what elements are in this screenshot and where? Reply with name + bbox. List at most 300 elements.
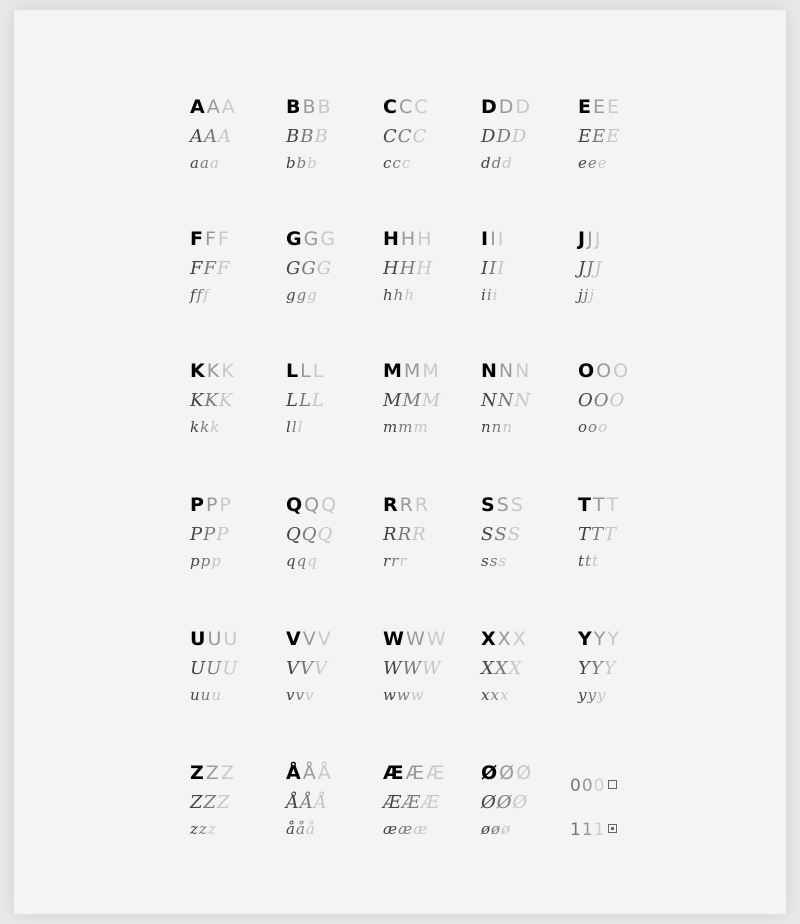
cursive-capital: C [383, 126, 397, 147]
cursive-lowercase-faint: m [413, 418, 428, 436]
letter-cell [190, 630, 282, 740]
cursive-lowercase-trace: c [392, 154, 401, 172]
cursive-lowercase-faint: b [307, 154, 317, 172]
cursive-capital-row [578, 392, 624, 410]
print-letter-faint: U [223, 628, 238, 650]
print-row [578, 230, 600, 249]
cursive-capital: E [578, 126, 592, 147]
cursive-lowercase: x [481, 686, 490, 704]
cursive-capital-row [383, 260, 432, 278]
print-row [286, 362, 323, 381]
print-row [481, 630, 526, 649]
cursive-capital: H [383, 258, 399, 279]
cursive-capital-faint: Q [317, 524, 333, 545]
print-letter-trace: D [498, 96, 514, 118]
cursive-lowercase-row [578, 156, 607, 171]
cursive-lowercase-row [578, 554, 598, 569]
print-letter-trace: T [592, 494, 605, 516]
cursive-capital-trace: V [300, 658, 313, 679]
cursive-capital: S [481, 524, 494, 545]
cursive-capital-row [190, 128, 231, 146]
cursive-capital-trace: W [402, 658, 422, 679]
print-letter-faint: P [219, 494, 231, 516]
cursive-capital-trace: I [489, 258, 497, 279]
print-letter: A [190, 96, 205, 118]
print-letter: H [383, 228, 399, 250]
cursive-lowercase: v [286, 686, 295, 704]
cursive-lowercase-faint: l [297, 418, 303, 436]
print-letter-trace: G [303, 228, 319, 250]
cursive-lowercase-trace: n [491, 418, 502, 436]
cursive-capital-faint: Å [314, 792, 327, 813]
print-letter-faint: R [414, 494, 429, 516]
cursive-lowercase-faint: q [307, 552, 317, 570]
square-dot-icon [608, 824, 617, 833]
cursive-lowercase-trace: a [199, 154, 209, 172]
cursive-capital-faint: O [609, 390, 625, 411]
print-row [190, 230, 229, 249]
cursive-capital-faint: B [314, 126, 328, 147]
print-letter-trace: I [490, 228, 496, 250]
print-letter: L [286, 360, 299, 382]
cursive-lowercase-row [383, 156, 410, 171]
cursive-capital: P [190, 524, 203, 545]
print-letter-faint: M [422, 360, 439, 382]
cursive-capital-faint: X [508, 658, 522, 679]
cursive-capital-faint: R [412, 524, 426, 545]
cursive-capital-row [481, 128, 526, 146]
cursive-capital-faint: Z [217, 792, 230, 813]
print-letter-faint: Æ [426, 762, 445, 784]
cursive-capital-trace: U [206, 658, 222, 679]
cursive-capital-faint: I [497, 258, 505, 279]
letter-cell [286, 362, 378, 472]
letter-cell [383, 630, 475, 740]
print-letter: Æ [383, 762, 404, 784]
cursive-lowercase-faint: x [499, 686, 509, 704]
cursive-capital-trace: A [204, 126, 217, 147]
cursive-capital-faint: Ø [512, 792, 528, 813]
cursive-capital-faint: H [416, 258, 433, 279]
cursive-lowercase-faint: e [597, 154, 607, 172]
digit-faint: 1 [593, 820, 605, 840]
cursive-lowercase-row [481, 420, 512, 435]
cursive-lowercase-row [286, 554, 317, 569]
print-letter-faint: J [594, 228, 601, 250]
letter-cell [578, 496, 670, 606]
print-row [481, 230, 503, 249]
cursive-lowercase-trace: w [396, 686, 410, 704]
letter-cell [383, 98, 475, 208]
cursive-capital-row [286, 392, 324, 410]
print-row [286, 764, 331, 783]
cursive-lowercase: l [286, 418, 291, 436]
cursive-lowercase: g [286, 286, 296, 304]
cursive-capital: N [481, 390, 497, 411]
cursive-lowercase: ø [481, 820, 491, 838]
cursive-capital: U [190, 658, 206, 679]
cursive-capital: G [286, 258, 301, 279]
cursive-lowercase: j [578, 286, 583, 304]
letter-cell [286, 98, 378, 208]
cursive-capital-trace: O [593, 390, 609, 411]
cursive-capital-row [481, 660, 521, 678]
cursive-capital-trace: J [586, 258, 594, 279]
cursive-lowercase-trace: x [490, 686, 499, 704]
number-row-0 [570, 778, 617, 795]
cursive-lowercase: d [481, 154, 491, 172]
print-letter: W [383, 628, 404, 650]
cursive-lowercase-faint: k [210, 418, 220, 436]
print-letter-trace: U [207, 628, 222, 650]
print-letter-faint: Ø [516, 762, 532, 784]
letter-cell [190, 98, 282, 208]
cursive-capital-row [190, 794, 230, 812]
print-row [383, 630, 446, 649]
print-letter-faint: N [515, 360, 530, 382]
cursive-lowercase-trace: l [291, 418, 297, 436]
print-letter-trace: Ø [499, 762, 515, 784]
cursive-lowercase: z [190, 820, 198, 838]
letter-cell [383, 362, 475, 472]
cursive-lowercase-faint: g [307, 286, 317, 304]
cursive-lowercase-faint: r [399, 552, 407, 570]
print-letter-trace: X [497, 628, 511, 650]
print-letter: R [383, 494, 398, 516]
print-row [578, 630, 619, 649]
print-letter-trace: Y [593, 628, 606, 650]
print-row [286, 98, 331, 117]
letter-cell [190, 496, 282, 606]
cursive-capital-row [481, 794, 527, 812]
print-letter-faint: H [417, 228, 432, 250]
cursive-capital-trace: B [300, 126, 314, 147]
cursive-capital: Ø [481, 792, 496, 813]
cursive-capital: X [481, 658, 494, 679]
cursive-lowercase-row [383, 420, 428, 435]
print-letter-trace: V [302, 628, 316, 650]
cursive-lowercase-row [578, 420, 607, 435]
cursive-lowercase-trace: y [587, 686, 596, 704]
print-letter-trace: S [496, 494, 509, 516]
print-row [286, 630, 331, 649]
print-letter-trace: B [302, 96, 316, 118]
print-row [190, 98, 235, 117]
print-row [383, 98, 428, 117]
letter-cell [190, 764, 282, 874]
print-letter-faint: O [613, 360, 629, 382]
letter-cell [481, 98, 573, 208]
cursive-lowercase-faint: s [498, 552, 507, 570]
print-letter: V [286, 628, 301, 650]
cursive-lowercase-row [286, 288, 317, 303]
worksheet-page [14, 10, 786, 914]
digit: 1 [570, 820, 581, 840]
cursive-capital-faint: A [218, 126, 231, 147]
cursive-lowercase-faint: n [502, 418, 513, 436]
cursive-lowercase-row [383, 288, 414, 303]
cursive-lowercase: u [190, 686, 200, 704]
cursive-lowercase-trace: v [295, 686, 304, 704]
cursive-capital-trace: K [204, 390, 218, 411]
cursive-lowercase-faint: p [211, 552, 221, 570]
print-letter: Z [190, 762, 204, 784]
print-row [481, 496, 523, 515]
print-letter: I [481, 228, 489, 250]
print-row [190, 362, 234, 381]
print-letter-faint: C [414, 96, 428, 118]
letter-cell [578, 98, 670, 208]
print-row [481, 764, 531, 783]
cursive-lowercase: e [578, 154, 587, 172]
cursive-lowercase-row [190, 822, 216, 837]
print-row [481, 362, 529, 381]
print-letter: O [578, 360, 595, 382]
print-letter-faint: A [221, 96, 235, 118]
cursive-capital-faint: M [421, 390, 441, 411]
print-letter: N [481, 360, 497, 382]
print-letter: X [481, 628, 496, 650]
cursive-lowercase-trace: j [583, 286, 589, 304]
cursive-lowercase-row [190, 688, 221, 703]
cursive-lowercase-trace: e [587, 154, 597, 172]
digit: 0 [570, 776, 581, 796]
cursive-lowercase-faint: v [304, 686, 314, 704]
letter-cell [286, 496, 378, 606]
cursive-capital: I [481, 258, 489, 279]
cursive-lowercase-trace: æ [398, 820, 413, 838]
cursive-capital-trace: P [203, 524, 216, 545]
print-row [383, 496, 428, 515]
cursive-lowercase-row [481, 288, 497, 303]
cursive-lowercase-faint: f [203, 286, 209, 304]
cursive-capital-faint: V [314, 658, 327, 679]
cursive-lowercase-row [286, 420, 302, 435]
print-row [578, 362, 628, 381]
print-letter: C [383, 96, 397, 118]
cursive-capital-row [578, 660, 616, 678]
cursive-capital-row [190, 260, 230, 278]
print-letter-trace: J [587, 228, 593, 250]
print-letter: E [578, 96, 591, 118]
cursive-capital-trace: Æ [402, 792, 421, 813]
cursive-lowercase-faint: z [207, 820, 216, 838]
print-letter: G [286, 228, 302, 250]
print-letter-trace: L [300, 360, 311, 382]
cursive-capital-trace: L [298, 390, 311, 411]
cursive-lowercase: n [481, 418, 491, 436]
cursive-capital-trace: Å [300, 792, 313, 813]
cursive-capital-trace: X [494, 658, 508, 679]
cursive-capital-row [481, 392, 530, 410]
letter-cell [286, 630, 378, 740]
print-letter: Ø [481, 762, 498, 784]
cursive-capital-trace: R [397, 524, 412, 545]
cursive-capital: Å [286, 792, 299, 813]
cursive-capital-faint: U [222, 658, 238, 679]
cursive-capital-trace: G [301, 258, 316, 279]
letter-cell [481, 764, 573, 874]
print-row [578, 98, 619, 117]
cursive-lowercase: m [383, 418, 398, 436]
print-letter-faint: E [607, 96, 620, 118]
cursive-lowercase-trace: u [200, 686, 211, 704]
cursive-capital: A [190, 126, 203, 147]
print-letter-trace: P [205, 494, 218, 516]
cursive-capital-row [383, 660, 441, 678]
letter-cell [190, 230, 282, 340]
cursive-lowercase-trace: q [296, 552, 307, 570]
print-letter-faint: I [497, 228, 504, 250]
digit-faint: 0 [593, 776, 605, 796]
cursive-capital-faint: L [311, 390, 324, 411]
cursive-capital: F [190, 258, 203, 279]
print-letter: Y [578, 628, 592, 650]
cursive-lowercase: f [190, 286, 196, 304]
cursive-lowercase-faint: t [592, 552, 599, 570]
letter-cell [481, 230, 573, 340]
print-letter: K [190, 360, 205, 382]
print-letter: S [481, 494, 495, 516]
cursive-lowercase: q [286, 552, 296, 570]
cursive-capital: K [190, 390, 204, 411]
print-row [578, 496, 618, 515]
cursive-lowercase: å [286, 820, 295, 838]
print-letter-trace: N [498, 360, 514, 382]
cursive-lowercase-faint: a [209, 154, 219, 172]
cursive-lowercase-faint: u [211, 686, 222, 704]
cursive-capital: R [383, 524, 397, 545]
cursive-capital: L [286, 390, 298, 411]
print-letter-trace: O [596, 360, 612, 382]
number-row-1 [570, 822, 617, 839]
print-letter: Å [286, 762, 301, 784]
cursive-capital-row [286, 660, 327, 678]
cursive-lowercase-faint: å [305, 820, 315, 838]
cursive-lowercase-trace: s [489, 552, 498, 570]
cursive-lowercase-trace: t [585, 552, 592, 570]
cursive-lowercase: y [578, 686, 587, 704]
cursive-capital-row [481, 526, 520, 544]
cursive-lowercase-trace: r [391, 552, 399, 570]
letter-cell [383, 764, 475, 874]
cursive-lowercase: o [578, 418, 588, 436]
print-letter-trace: Å [302, 762, 316, 784]
cursive-capital-row [578, 128, 619, 146]
cursive-capital-faint: G [316, 258, 332, 279]
print-letter-trace: Z [205, 762, 219, 784]
cursive-capital-trace: Z [203, 792, 217, 813]
cursive-lowercase-faint: d [502, 154, 512, 172]
letter-cell [286, 230, 378, 340]
cursive-capital: T [578, 524, 591, 545]
cursive-lowercase-faint: w [410, 686, 424, 704]
cursive-lowercase-row [190, 554, 221, 569]
print-letter: M [383, 360, 402, 382]
print-letter-trace: F [204, 228, 216, 250]
cursive-capital-row [383, 392, 440, 410]
print-letter-trace: K [206, 360, 220, 382]
cursive-lowercase: p [190, 552, 200, 570]
cursive-capital-faint: J [594, 258, 602, 279]
print-row [190, 764, 234, 783]
cursive-capital-faint: K [218, 390, 233, 411]
cursive-capital-trace: M [402, 390, 421, 411]
print-letter-trace: H [400, 228, 416, 250]
letter-cell [383, 496, 475, 606]
print-letter-faint: W [426, 628, 446, 650]
cursive-capital-faint: C [412, 126, 427, 147]
print-letter-faint: F [217, 228, 229, 250]
cursive-lowercase-faint: j [589, 286, 594, 304]
print-letter: D [481, 96, 497, 118]
cursive-capital-faint: Æ [421, 792, 440, 813]
cursive-capital-faint: S [507, 524, 521, 545]
cursive-capital-row [481, 260, 504, 278]
cursive-capital-trace: D [496, 126, 511, 147]
print-letter-trace: A [206, 96, 220, 118]
cursive-lowercase-trace: z [198, 820, 207, 838]
cursive-capital: V [286, 658, 299, 679]
cursive-lowercase-row [190, 420, 219, 435]
print-letter-faint: Y [607, 628, 619, 650]
cursive-capital: O [578, 390, 593, 411]
digit-trace: 0 [581, 776, 593, 796]
print-row [286, 496, 336, 515]
cursive-lowercase: i [481, 286, 486, 304]
print-letter: Q [286, 494, 303, 516]
cursive-capital-trace: T [591, 524, 604, 545]
letter-cell [578, 630, 670, 740]
cursive-capital-row [286, 128, 328, 146]
cursive-capital: Q [286, 524, 301, 545]
cursive-capital-trace: N [497, 390, 514, 411]
cursive-capital: J [578, 258, 586, 279]
cursive-capital-faint: W [422, 658, 441, 679]
cursive-capital: M [383, 390, 402, 411]
print-letter: P [190, 494, 204, 516]
cursive-lowercase-row [286, 822, 315, 837]
cursive-lowercase-trace: å [295, 820, 305, 838]
cursive-lowercase-trace: k [200, 418, 210, 436]
cursive-lowercase-row [190, 288, 209, 303]
print-row [383, 764, 445, 783]
cursive-capital-faint: E [606, 126, 620, 147]
cursive-lowercase-trace: h [393, 286, 404, 304]
cursive-lowercase: a [190, 154, 199, 172]
cursive-lowercase-trace: m [398, 418, 413, 436]
cursive-lowercase: r [383, 552, 391, 570]
cursive-capital-row [190, 526, 228, 544]
cursive-lowercase: t [578, 552, 585, 570]
letter-cell [286, 764, 378, 874]
print-letter: F [190, 228, 203, 250]
print-row [190, 630, 237, 649]
cursive-lowercase-trace: g [296, 286, 307, 304]
print-letter-faint: K [221, 360, 234, 382]
print-letter-faint: V [317, 628, 331, 650]
letter-cell [190, 362, 282, 472]
cursive-capital-trace: E [592, 126, 606, 147]
print-letter-faint: B [317, 96, 331, 118]
cursive-capital-trace: S [494, 524, 507, 545]
cursive-lowercase-row [481, 554, 506, 569]
digit-trace: 1 [581, 820, 593, 840]
print-letter-faint: G [320, 228, 336, 250]
cursive-lowercase-trace: b [296, 154, 307, 172]
cursive-capital-row [286, 526, 332, 544]
cursive-lowercase-faint: ø [501, 820, 511, 838]
